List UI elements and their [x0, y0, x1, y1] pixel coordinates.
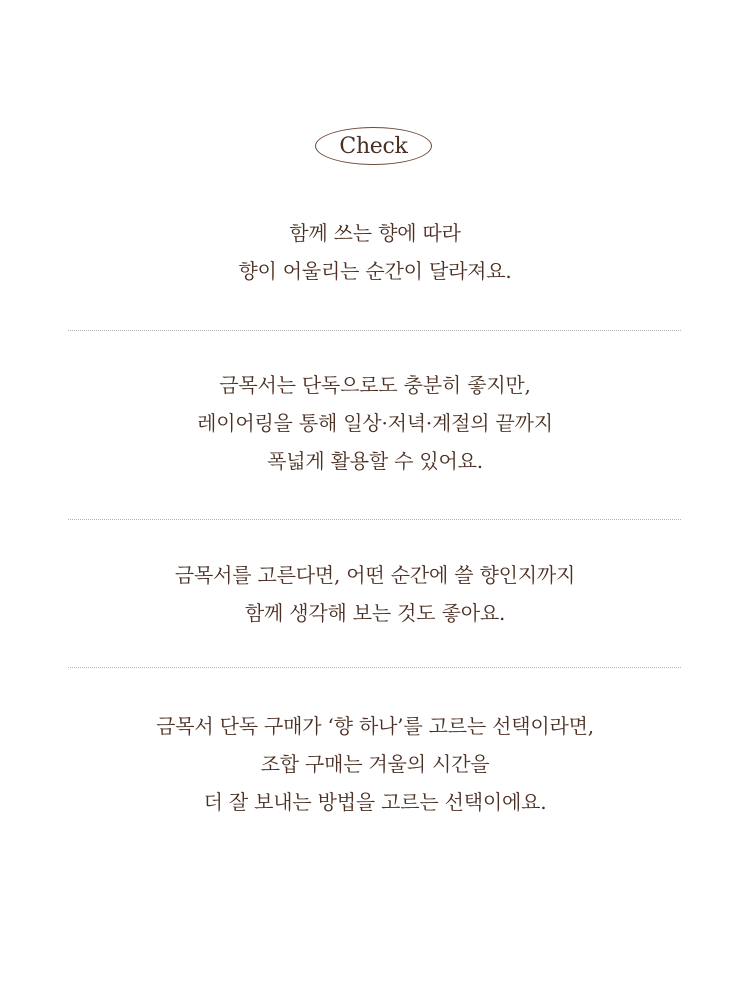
divider-3 [68, 667, 681, 668]
section-1 [0, 214, 750, 290]
section-3-line-2: 함께 생각해 보는 것도 좋아요. [244, 601, 506, 625]
section-1-line-1: 함께 쓰는 향에 따라 [289, 221, 461, 245]
section-4-line-1: 금목서 단독 구매가 ‘향 하나’를 고르는 선택이라면, [156, 714, 594, 738]
section-4-line-2: 조합 구매는 겨울의 시간을 [260, 752, 490, 776]
section-4-line-3: 더 잘 보내는 방법을 고르는 선택이에요. [203, 790, 547, 814]
section-2-line-3: 폭넓게 활용할 수 있어요. [267, 449, 483, 473]
check-badge-label: Check [339, 133, 408, 159]
check-badge [315, 127, 432, 165]
section-3-line-1: 금목서를 고른다면, 어떤 순간에 쓸 향인지까지 [174, 563, 576, 587]
section-2-line-1: 금목서는 단독으로도 충분히 좋지만, [219, 373, 531, 397]
divider-1 [68, 330, 681, 331]
section-1-line-2: 향이 어울리는 순간이 달라져요. [238, 259, 512, 283]
divider-2 [68, 519, 681, 520]
section-2-line-2: 레이어링을 통해 일상·저녁·계절의 끝까지 [197, 411, 553, 435]
section-4 [0, 707, 750, 821]
section-3 [0, 556, 750, 632]
section-2 [0, 366, 750, 480]
